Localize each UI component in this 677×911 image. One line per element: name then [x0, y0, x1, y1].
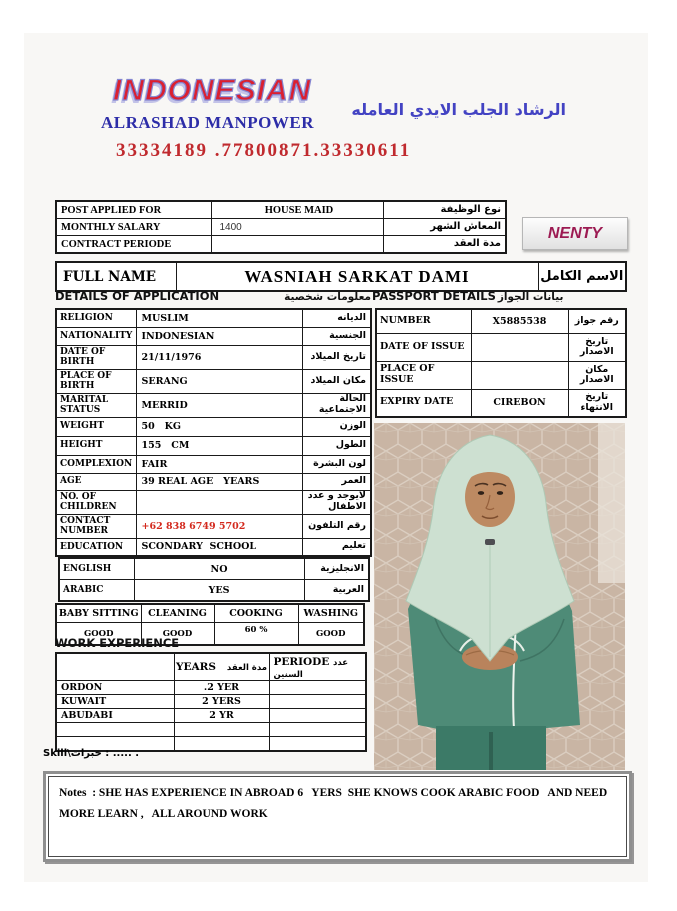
field-value: YES	[134, 580, 304, 602]
field-label-arabic: الطول	[302, 436, 371, 455]
notes-text: Notes : SHE HAS EXPERIENCE IN ABROAD 6 YERS SHE KNOWS COOK ARABIC FOOD AND NEED MORE LEARN , ALL AROUND WORK	[48, 776, 627, 857]
field-value: MUSLIM	[136, 309, 302, 327]
field-label: WEIGHT	[56, 417, 136, 436]
agent-name-badge: NENTY	[522, 217, 628, 250]
table-row	[59, 580, 369, 602]
field-value: SCONDARY SCHOOL	[136, 538, 302, 556]
right-eye	[497, 491, 503, 495]
field-label-arabic: العربية	[304, 580, 369, 602]
language-table	[58, 557, 370, 602]
agency-phone-numbers: 33334189 .77800871.33330611	[116, 140, 412, 161]
table-row	[56, 490, 371, 514]
years-cell: 2 YR	[174, 709, 269, 723]
periode-cell	[269, 681, 366, 695]
field-label: NO. OF CHILDREN	[56, 490, 136, 514]
field-label: EXPIRY DATE	[376, 389, 471, 417]
field-label: RELIGION	[56, 309, 136, 327]
position-table	[55, 200, 507, 254]
field-label: ARABIC	[59, 580, 134, 602]
field-value	[136, 490, 302, 514]
agency-title-arabic: الرشاد الجلب الايدي العامله	[351, 100, 566, 119]
table-row	[56, 681, 366, 695]
field-label-arabic: العمر	[302, 473, 371, 490]
table-row	[56, 653, 366, 681]
field-value	[471, 333, 568, 361]
applicant-photo-image	[374, 423, 625, 770]
field-label: MONTHLY SALARY	[56, 219, 211, 236]
skill-value: GOOD	[141, 623, 214, 646]
field-label-arabic: لون البشرة	[302, 455, 371, 473]
skill-header: CLEANING	[141, 604, 214, 623]
periode-cell	[269, 723, 366, 737]
applicant-photo	[374, 423, 625, 770]
country-cell: ABUDABI	[56, 709, 174, 723]
field-value	[471, 361, 568, 389]
periode-cell	[269, 737, 366, 752]
field-label: DATE OF ISSUE	[376, 333, 471, 361]
table-row	[56, 436, 371, 455]
application-details-table	[55, 308, 372, 557]
field-label-arabic: الانجليزية	[304, 558, 369, 580]
field-label-arabic: نوع الوظيفة	[383, 201, 506, 219]
field-value: CIREBON	[471, 389, 568, 417]
field-label-arabic: مدة العقد	[383, 236, 506, 254]
field-label: POST APPLIED FOR	[56, 201, 211, 219]
field-label-arabic: الجنسية	[302, 327, 371, 345]
field-value: NO	[134, 558, 304, 580]
skill-header: BABY SITTING	[56, 604, 141, 623]
contact-number-value: +62 838 6749 5702	[136, 514, 302, 538]
table-row	[56, 709, 366, 723]
table-row	[376, 389, 626, 417]
field-label: AGE	[56, 473, 136, 490]
field-label: HEIGHT	[56, 436, 136, 455]
years-cell: 2 YERS	[174, 695, 269, 709]
field-label: ENGLISH	[59, 558, 134, 580]
full-name-value: WASNIAH SARKAT DAMI	[176, 262, 538, 291]
work-experience-table	[55, 652, 367, 752]
section-title-arabic: معلومات شخصية	[284, 291, 371, 303]
country-cell: ORDON	[56, 681, 174, 695]
agency-subtitle: ALRASHAD MANPOWER	[101, 113, 314, 132]
table-row	[56, 201, 506, 219]
table-row	[56, 538, 371, 556]
table-row	[56, 723, 366, 737]
field-label: CONTRACT PERIODE	[56, 236, 211, 254]
field-value: MERRID	[136, 393, 302, 417]
table-row	[56, 695, 366, 709]
field-label-arabic: تعليم	[302, 538, 371, 556]
notes-box	[43, 771, 632, 862]
table-row	[56, 514, 371, 538]
table-row	[56, 309, 371, 327]
years-cell	[174, 723, 269, 737]
periode-header-text: PERIODE	[273, 656, 330, 668]
field-label: NATIONALITY	[56, 327, 136, 345]
section-passport-header	[372, 289, 563, 303]
field-label-arabic: الوزن	[302, 417, 371, 436]
field-value: SERANG	[136, 369, 302, 393]
table-row	[56, 417, 371, 436]
table-row	[56, 345, 371, 369]
years-cell	[174, 737, 269, 752]
field-value: 1400	[211, 219, 383, 236]
field-label-arabic: رقم التلفون	[302, 514, 371, 538]
section-title-arabic: بيانات الجواز	[497, 291, 564, 303]
hijab-pin	[485, 539, 495, 545]
years-header-arabic: مدة العقد	[226, 663, 268, 673]
table-row	[56, 393, 371, 417]
field-label-arabic: تاريخ الاصدار	[568, 333, 626, 361]
country-cell	[56, 723, 174, 737]
field-label-arabic: مكان الميلاد	[302, 369, 371, 393]
field-label-arabic: الحالة الاجتماعية	[302, 393, 371, 417]
wall-light-band	[598, 423, 625, 583]
work-experience-title: WORK EXPERIENCE	[55, 636, 180, 650]
field-value: 50 KG	[136, 417, 302, 436]
country-cell: KUWAIT	[56, 695, 174, 709]
table-row	[376, 361, 626, 389]
table-row	[56, 455, 371, 473]
field-label-arabic: رقم جواز	[568, 309, 626, 333]
field-label-arabic: لايوجد و عدد الاطفال	[302, 490, 371, 514]
periode-column-header	[269, 653, 366, 681]
section-application-header	[55, 289, 371, 303]
periode-header-arabic: عدد السنين	[273, 658, 349, 680]
section-title: DETAILS OF APPLICATION	[55, 289, 220, 303]
years-column-header	[174, 653, 269, 681]
years-cell: .2 YER	[174, 681, 269, 695]
years-header-text: YEARS	[175, 661, 216, 673]
full-name-arabic: الاسم الكامل	[538, 262, 626, 291]
field-value: INDONESIAN	[136, 327, 302, 345]
field-label-arabic: تاريخ الميلاد	[302, 345, 371, 369]
empty-cell	[56, 653, 174, 681]
full-name-table	[55, 261, 627, 292]
skill-header: COOKING	[214, 604, 298, 623]
table-row	[56, 262, 626, 291]
table-row	[376, 309, 626, 333]
periode-cell	[269, 709, 366, 723]
field-label: MARITAL STATUS	[56, 393, 136, 417]
field-value: 39 REAL AGE YEARS	[136, 473, 302, 490]
skill-header: WASHING	[298, 604, 364, 623]
left-eye	[478, 491, 484, 495]
table-row	[56, 473, 371, 490]
passport-details-table	[375, 308, 627, 418]
field-value: X5885538	[471, 309, 568, 333]
field-label-arabic: الديانه	[302, 309, 371, 327]
table-row	[56, 327, 371, 345]
table-row	[56, 219, 506, 236]
field-label: PLACE OF ISSUE	[376, 361, 471, 389]
table-row	[376, 333, 626, 361]
field-value: HOUSE MAID	[211, 201, 383, 219]
table-row	[56, 236, 506, 254]
field-label-arabic: مكان الاصدار	[568, 361, 626, 389]
skill-value: GOOD	[298, 623, 364, 646]
skill-note-line: Skill\خبرات : ..... .	[43, 748, 140, 759]
table-row	[56, 369, 371, 393]
section-title: PASSPORT DETAILS	[372, 289, 496, 303]
field-label: NUMBER	[376, 309, 471, 333]
full-name-label: FULL NAME	[56, 262, 176, 291]
field-label-arabic: تاريخ الانتهاء	[568, 389, 626, 417]
periode-cell	[269, 695, 366, 709]
skill-value: 60 %	[214, 623, 298, 646]
field-value	[211, 236, 383, 254]
field-label: PLACE OF BIRTH	[56, 369, 136, 393]
field-label: DATE OF BIRTH	[56, 345, 136, 369]
field-label: COMPLEXION	[56, 455, 136, 473]
field-label: CONTACT NUMBER	[56, 514, 136, 538]
field-value: 155 CM	[136, 436, 302, 455]
field-value: 21/11/1976	[136, 345, 302, 369]
skill-value: GOOD	[56, 623, 141, 646]
table-row	[59, 558, 369, 580]
field-label: EDUCATION	[56, 538, 136, 556]
field-label-arabic: المعاش الشهر	[383, 219, 506, 236]
agency-title: INDONESIAN	[113, 74, 312, 107]
field-value: FAIR	[136, 455, 302, 473]
table-row	[56, 604, 364, 623]
